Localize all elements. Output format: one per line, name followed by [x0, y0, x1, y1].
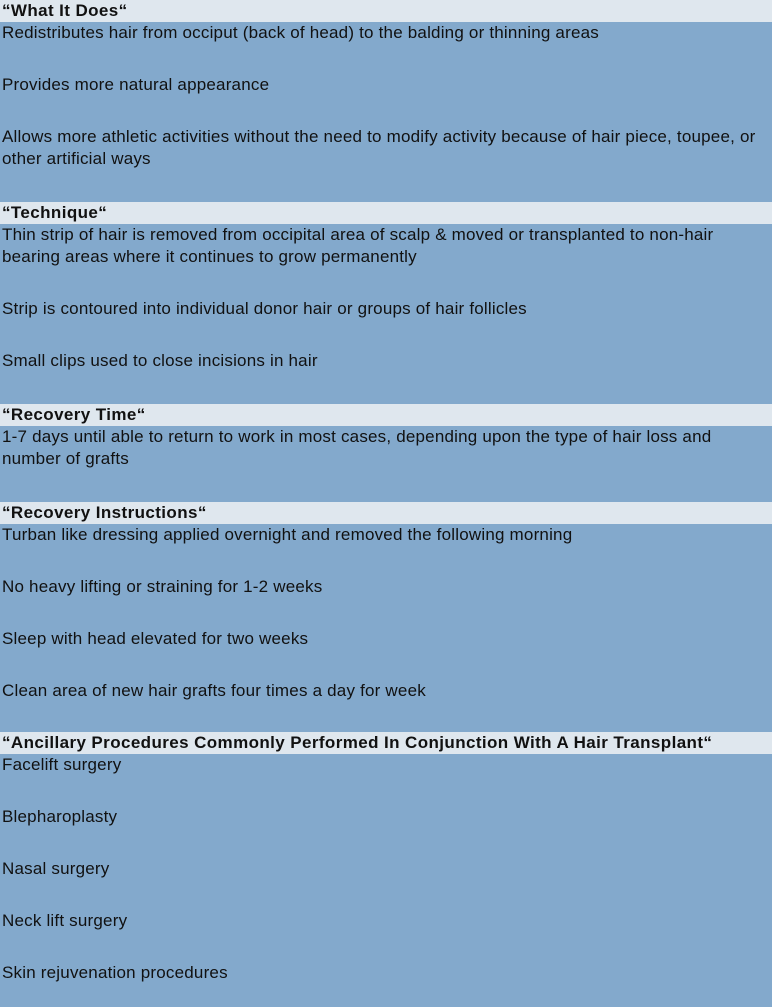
- list-item: Provides more natural appearance: [2, 75, 270, 94]
- list-item: Thin strip of hair is removed from occipital area of scalp & moved or transplanted to non-hair bearing areas where it continues to grow permanently: [2, 225, 714, 266]
- list-item: Allows more athletic activities without the need to modify activity because of hair piece, toupee, or other artificial ways: [2, 127, 756, 168]
- list-item: Turban like dressing applied overnight and removed the following morning: [2, 525, 573, 544]
- section-title: “Recovery Instructions“: [0, 502, 772, 524]
- section-title: “What It Does“: [0, 0, 772, 22]
- list-item: Small clips used to close incisions in hair: [2, 351, 318, 370]
- section-technique: [0, 202, 772, 404]
- list-item: Redistributes hair from occiput (back of head) to the balding or thinning areas: [2, 23, 599, 42]
- list-item: Neck lift surgery: [2, 911, 128, 930]
- section-what-it-does: [0, 0, 772, 202]
- section-title: “Ancillary Procedures Commonly Performed In Conjunction With A Hair Transplant“: [0, 732, 772, 754]
- list-item: Facelift surgery: [2, 755, 122, 774]
- section-body: [0, 524, 772, 732]
- section-recovery-time: [0, 404, 772, 502]
- section-body: [0, 426, 772, 502]
- section-body: [0, 22, 772, 202]
- section-body: [0, 754, 772, 1007]
- list-item: Nasal surgery: [2, 859, 110, 878]
- list-item: Strip is contoured into individual donor hair or groups of hair follicles: [2, 299, 527, 318]
- section-body: [0, 224, 772, 404]
- list-item: No heavy lifting or straining for 1-2 weeks: [2, 577, 323, 596]
- list-item: Skin rejuvenation procedures: [2, 963, 228, 982]
- section-title: “Technique“: [0, 202, 772, 224]
- section-ancillary-procedures: [0, 732, 772, 1007]
- list-item: Clean area of new hair grafts four times a day for week: [2, 681, 426, 700]
- list-item: 1-7 days until able to return to work in most cases, depending upon the type of hair loss and number of grafts: [2, 427, 712, 468]
- list-item: Blepharoplasty: [2, 807, 118, 826]
- list-item: Sleep with head elevated for two weeks: [2, 629, 309, 648]
- section-recovery-instructions: [0, 502, 772, 732]
- section-title: “Recovery Time“: [0, 404, 772, 426]
